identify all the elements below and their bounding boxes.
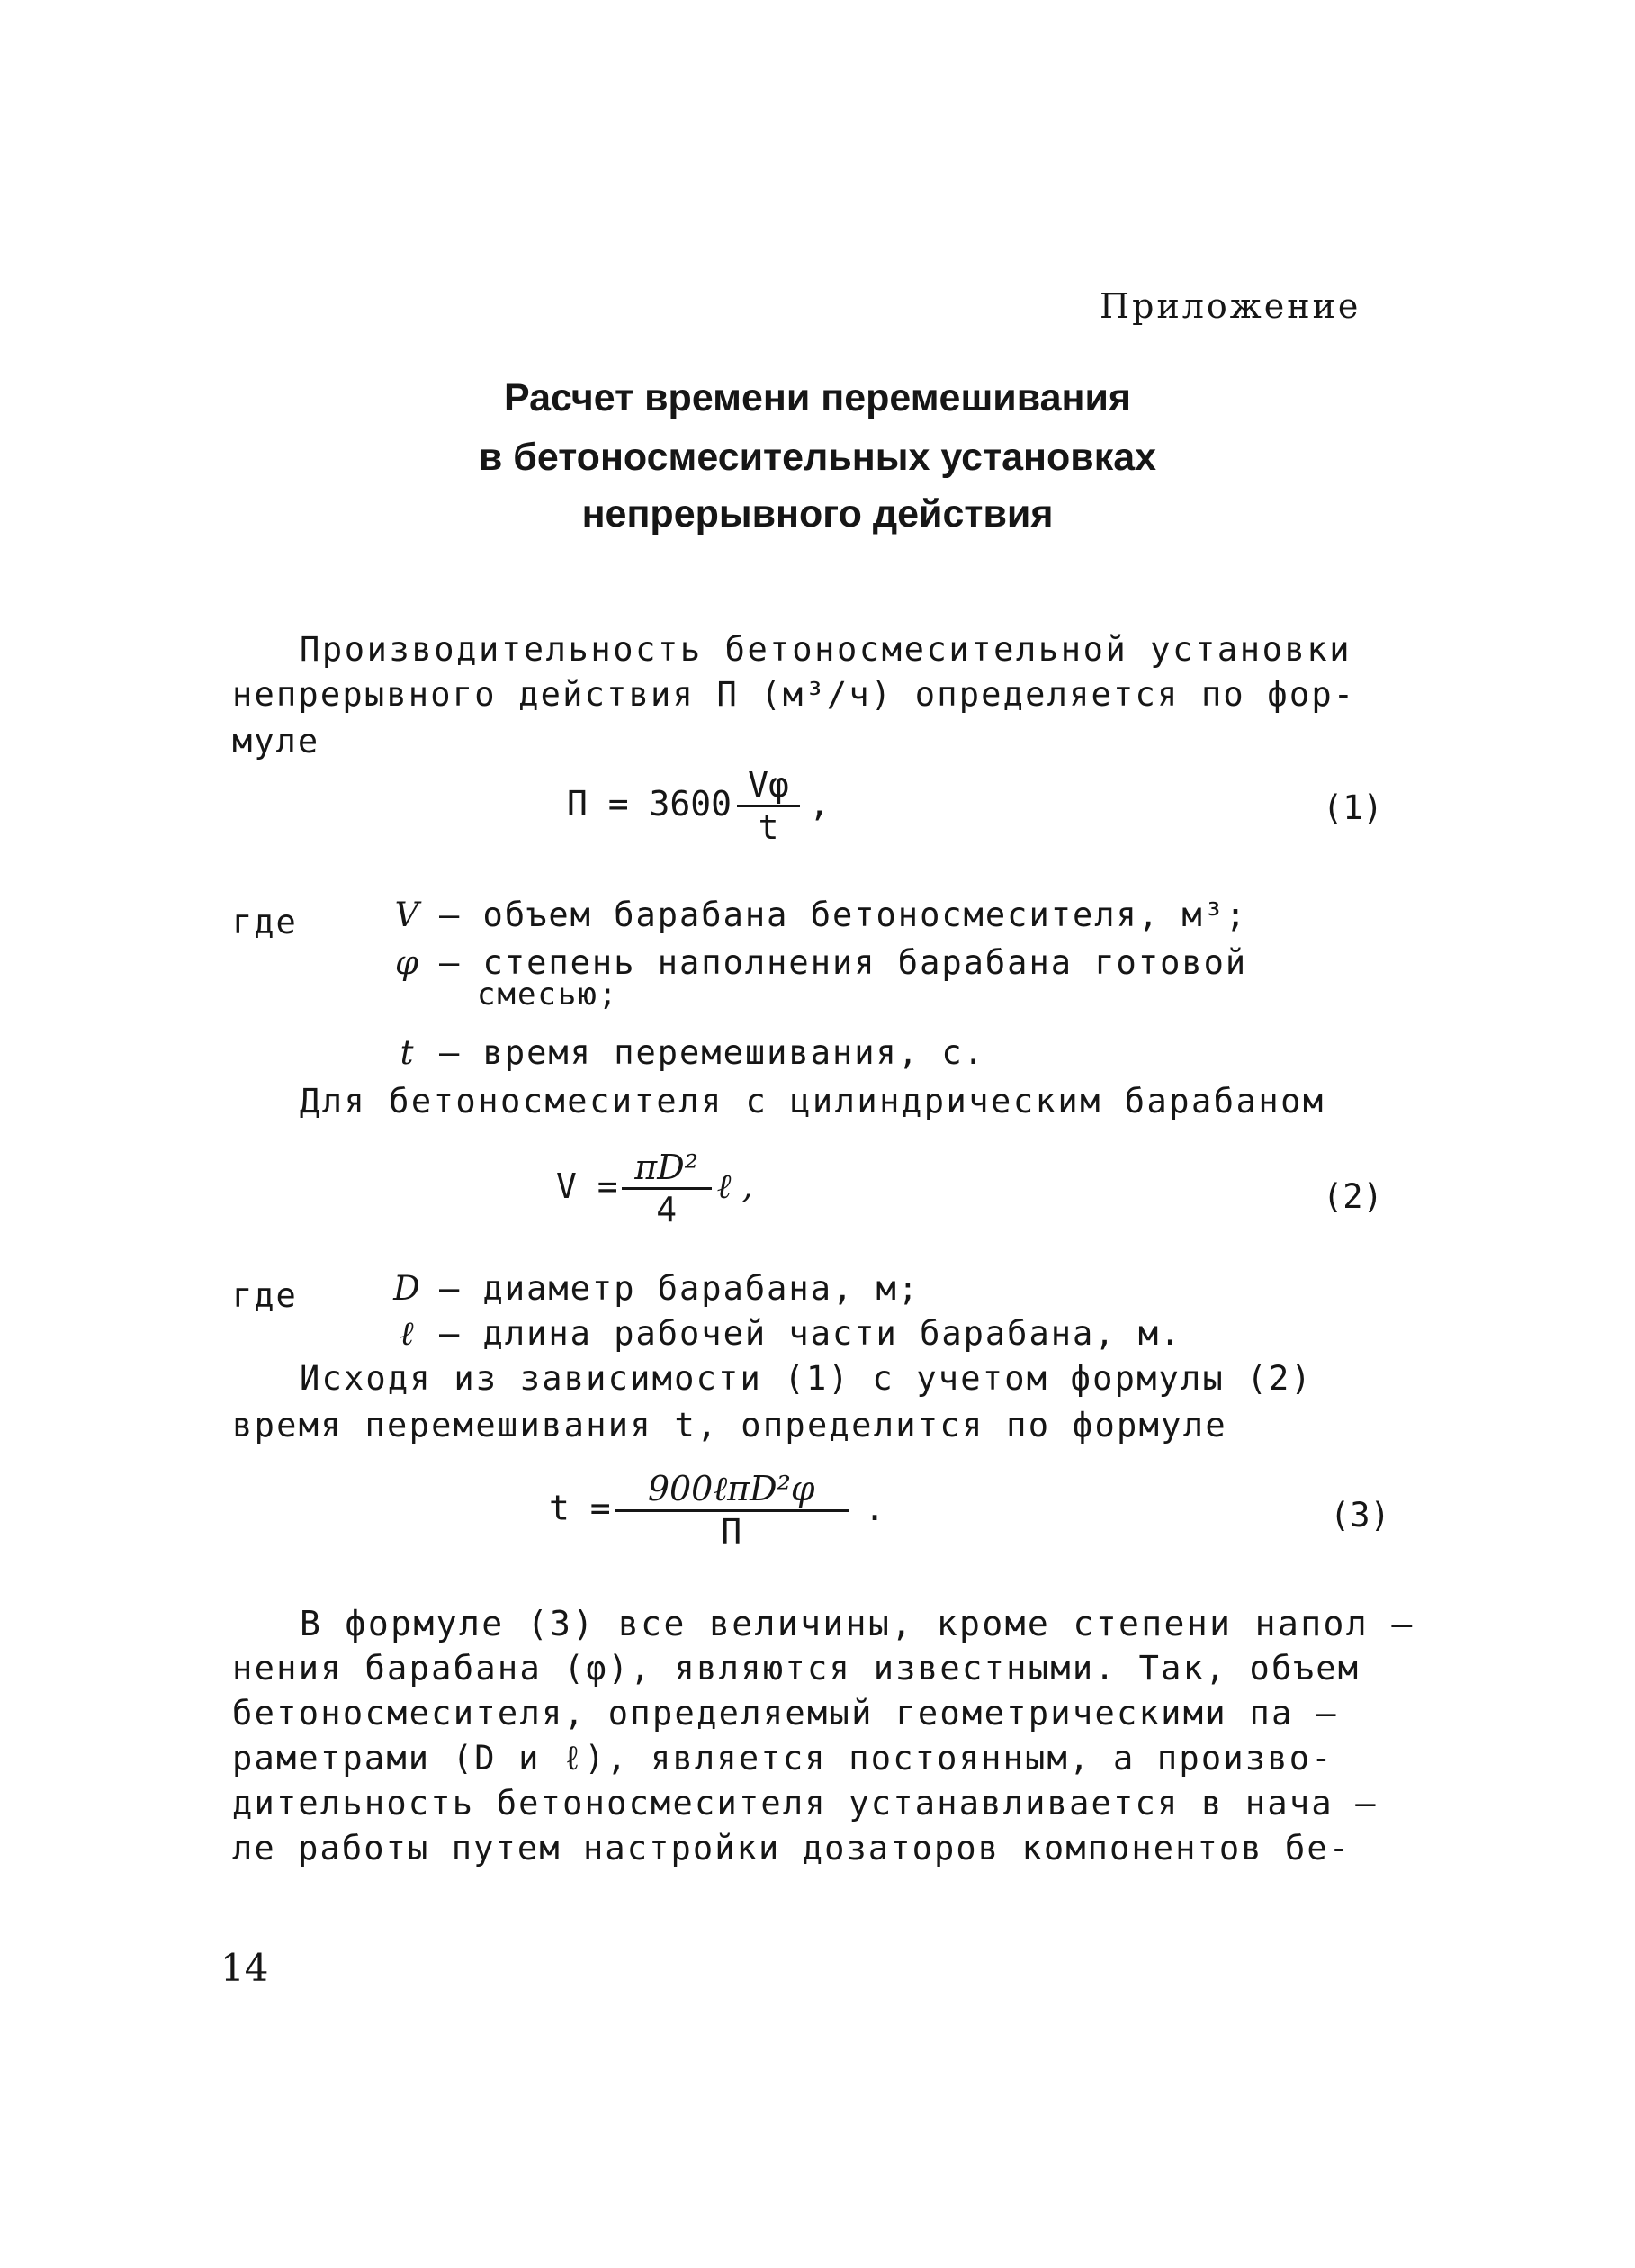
equation-2-lhs: V = <box>556 1166 618 1206</box>
appendix-label: Приложение <box>1100 286 1361 326</box>
where-1-text: – время перемешивания, с. <box>439 1033 985 1072</box>
where-1-text: – степень наполнения барабана готовой <box>439 943 1248 982</box>
equation-1-numerator: Vφ <box>748 765 789 805</box>
paragraph-line-1: В формуле (3) все величины, кроме степени напол – <box>300 1604 1415 1643</box>
where-2-symbol: ℓ <box>400 1314 416 1353</box>
where-2-item-d <box>376 1269 920 1308</box>
dependency-line-2: время перемешивания t, определится по формуле <box>232 1406 1227 1444</box>
intro-line-3: муле <box>232 722 320 760</box>
page-title-line-3: непрерывного действия <box>581 492 1054 536</box>
page-title-line-1: Расчет времени перемешивания <box>503 376 1132 419</box>
equation-2-number: (2) <box>1323 1177 1383 1216</box>
equation-3 <box>549 1469 885 1552</box>
where-2-text: – диаметр барабана, м; <box>439 1269 921 1308</box>
paragraph-line-5: дительность бетоносмесителя устанавливается в нача – <box>232 1784 1378 1822</box>
where-1-symbol: φ <box>395 943 420 982</box>
page-title-line-2: в бетоносмесительных установках <box>478 436 1157 479</box>
paragraph-line-6: ле работы путем настройки дозаторов компонентов бе- <box>232 1829 1352 1868</box>
equation-3-denominator: П <box>721 1512 742 1552</box>
where-1-word: где <box>232 903 298 941</box>
where-1-item-phi-continuation: смесью; <box>477 976 619 1012</box>
equation-3-tail: . <box>864 1488 885 1528</box>
where-2-item-l <box>376 1314 1181 1354</box>
page-number: 14 <box>220 1946 269 1990</box>
equation-3-number: (3) <box>1330 1496 1390 1534</box>
dependency-line-1: Исходя из зависимости (1) с учетом формулы (2) <box>300 1359 1313 1398</box>
equation-1-denominator: t <box>758 807 779 847</box>
equation-3-lhs: t = <box>549 1488 611 1528</box>
where-1-item-t <box>376 1033 985 1072</box>
equation-2-numerator: πD² <box>634 1148 698 1187</box>
equation-1-lhs: П = 3600 <box>567 784 732 824</box>
paragraph-line-2: нения барабана (φ), являются известными. Так, объем <box>232 1649 1361 1688</box>
where-1-symbol: t <box>400 1033 416 1072</box>
intro-line-2: непрерывного действия П (м³/ч) определяется по фор- <box>232 675 1356 714</box>
paragraph-line-3: бетоносмесителя, определяемый геометрическими па – <box>232 1694 1338 1732</box>
where-1-item-v <box>376 896 1247 934</box>
paragraph-line-4: раметрами (D и ℓ), является постоянным, а произво- <box>232 1739 1334 1778</box>
where-1-text: – объем барабана бетоносмесителя, м³; <box>439 896 1248 934</box>
equation-1 <box>567 765 830 847</box>
where-2-symbol: D <box>393 1269 422 1308</box>
equation-2-rest: ℓ , <box>716 1166 753 1206</box>
where-2-word: где <box>232 1276 298 1315</box>
equation-3-numerator: 900ℓπD²φ <box>647 1469 815 1508</box>
equation-2 <box>556 1148 753 1229</box>
intro-line-1: Производительность бетоносмесительной установки <box>300 630 1352 669</box>
equation-2-denominator: 4 <box>656 1190 678 1229</box>
where-1-symbol: V <box>394 896 421 934</box>
cylinder-line: Для бетоносмесителя с цилиндрическим барабаном <box>300 1082 1325 1120</box>
equation-1-number: (1) <box>1323 788 1383 827</box>
equation-1-tail: , <box>809 784 830 824</box>
where-2-text: – длина рабочей части барабана, м. <box>439 1314 1182 1353</box>
